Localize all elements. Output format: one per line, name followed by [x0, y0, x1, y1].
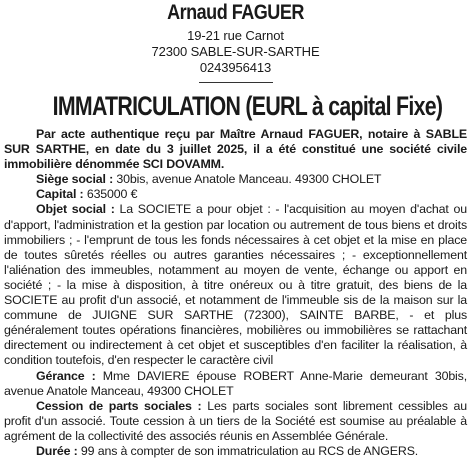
header-divider — [199, 82, 273, 83]
notice-body — [4, 127, 467, 459]
siege-value: 30bis, avenue Anatole Manceau. 49300 CHOLET — [113, 172, 382, 187]
phone-number: 0243956413 — [199, 60, 272, 75]
cession-value: Les parts sociales sont librement cessibles au profit d'un associé. Toute cession à un tiers de la Société est soumise au préalable à agrément de la collectivité des associés réunis en Assemblée Générale. — [4, 398, 467, 443]
duree-paragraph — [4, 444, 467, 459]
gerance-label: Gérance : — [36, 368, 96, 383]
duree-value: 99 ans à compter de son immatriculation au RCS de ANGERS. — [77, 443, 419, 458]
siege-paragraph — [4, 172, 467, 187]
cession-label: Cession de parts sociales : — [36, 398, 202, 413]
address-city: 72300 SABLE-SUR-SARTHE — [151, 44, 320, 59]
capital-paragraph — [4, 187, 467, 202]
notary-header — [4, 1, 467, 83]
capital-label: Capital : — [36, 187, 84, 202]
duree-label: Durée : — [36, 443, 78, 458]
cession-paragraph — [4, 399, 467, 444]
intro-paragraph: Par acte authentique reçu par Maître Arnaud FAGUER, notaire à SABLE SUR SARTHE, en date du 3 juillet 2025, il a été constitué une société civile immobilière dénommée SCI DOVAMM. — [4, 127, 467, 172]
notary-name: Arnaud FAGUER — [167, 1, 304, 24]
objet-label: Objet social : — [36, 202, 115, 217]
capital-value: 635000 € — [83, 187, 138, 202]
siege-label: Siège social : — [36, 172, 114, 187]
notice-title: IMMATRICULATION (EURL à capital Fixe) — [52, 91, 443, 121]
objet-value: La SOCIETE a pour objet : - l'acquisition au moyen d'achat ou d'apport, l'administration et la gestion par location ou autrement de tous biens et droits immobiliers ; - l'emprunt de tous les fonds nécessaires à cet objet et la mise en place de toutes sûretés réelles ou autres garanties nécessaires ; - exceptionnellement l'aliénation des immeubles, notamment au moyen de vente, échange ou apport en société ; - la mise à disposition, à titre onéreux ou à titre gratuit, des biens de la SOCIETE au profit d'un associé, et notamment de l'immeuble sis de la maison sur la commune de JUIGNE SUR SARTHE (72300), SAINTE BARBE, - et plus généralement toutes opérations financières, mobilières ou immobilières se rattachant directement ou indirectement à cet objet et susceptibles d'en faciliter la réalisation, à condition toutefois, d'en respecter le caractère civil — [4, 202, 467, 368]
address-street: 19-21 rue Carnot — [187, 28, 284, 43]
gerance-paragraph — [4, 369, 467, 399]
legal-notice — [0, 1, 473, 458]
objet-paragraph — [4, 202, 467, 368]
gerance-value: Mme DAVIERE épouse ROBERT Anne-Marie demeurant 30bis, avenue Anatole Manceau, 49300 CHOLET — [4, 368, 467, 398]
